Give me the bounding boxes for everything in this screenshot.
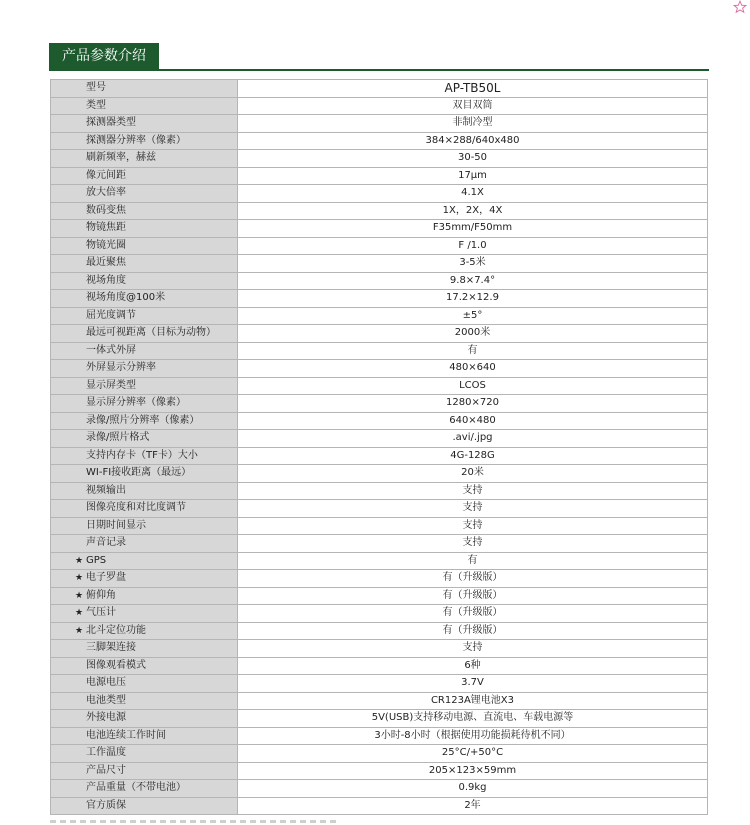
spec-value: 3-5米 <box>238 255 708 273</box>
spec-label <box>51 517 238 535</box>
spec-label-text: 北斗定位功能 <box>86 624 146 636</box>
spec-label-text: WI-FI接收距离（最远） <box>86 467 192 479</box>
spec-row <box>51 132 708 150</box>
spec-value: CR123A锂电池X3 <box>238 692 708 710</box>
spec-row <box>51 465 708 483</box>
spec-value: 支持 <box>238 482 708 500</box>
spec-value: 5V(USB)支持移动电源、直流电、车载电源等 <box>238 710 708 728</box>
spec-row <box>51 342 708 360</box>
spec-label-text: 视频输出 <box>86 484 126 496</box>
spec-row <box>51 675 708 693</box>
spec-value: 480×640 <box>238 360 708 378</box>
spec-value: 640×480 <box>238 412 708 430</box>
spec-value: 9.8×7.4° <box>238 272 708 290</box>
spec-value: 有 <box>238 552 708 570</box>
spec-label-text: 刷新频率，赫兹 <box>86 152 156 164</box>
spec-label <box>51 605 238 623</box>
spec-label-text: 产品尺寸 <box>86 764 126 776</box>
spec-row <box>51 377 708 395</box>
spec-value: 17.2×12.9 <box>238 290 708 308</box>
spec-label <box>51 797 238 815</box>
spec-value: AP-TB50L <box>238 80 708 98</box>
spec-row <box>51 587 708 605</box>
spec-row <box>51 482 708 500</box>
spec-label <box>51 727 238 745</box>
spec-label-text: 官方质保 <box>86 799 126 811</box>
spec-row <box>51 727 708 745</box>
spec-row <box>51 115 708 133</box>
spec-value: 6种 <box>238 657 708 675</box>
spec-value: 20米 <box>238 465 708 483</box>
spec-label-text: 显示屏分辨率（像素） <box>86 397 186 409</box>
spec-value: 25°C/+50°C <box>238 745 708 763</box>
spec-row <box>51 412 708 430</box>
title-divider <box>49 69 709 71</box>
star-mark-icon: ★ <box>75 573 84 583</box>
spec-row <box>51 535 708 553</box>
spec-value: 2000米 <box>238 325 708 343</box>
spec-label <box>51 570 238 588</box>
spec-label-text: 支持内存卡（TF卡）大小 <box>86 449 198 461</box>
spec-label-text: 电池连续工作时间 <box>86 729 166 741</box>
spec-row <box>51 80 708 98</box>
spec-table <box>50 79 708 815</box>
spec-label <box>51 202 238 220</box>
spec-label-text: 数码变焦 <box>86 204 126 216</box>
spec-label-text: 日期时间显示 <box>86 519 146 531</box>
spec-label-text: 外屏显示分辨率 <box>86 362 156 374</box>
spec-row <box>51 255 708 273</box>
spec-row <box>51 307 708 325</box>
spec-value: 3.7V <box>238 675 708 693</box>
spec-row <box>51 395 708 413</box>
spec-label-text: 探测器类型 <box>86 117 136 129</box>
spec-row <box>51 710 708 728</box>
spec-label-text: 电源电压 <box>86 677 126 689</box>
spec-row <box>51 622 708 640</box>
spec-value: 有 <box>238 342 708 360</box>
spec-label <box>51 150 238 168</box>
spec-label <box>51 395 238 413</box>
spec-row <box>51 570 708 588</box>
spec-label <box>51 255 238 273</box>
spec-label <box>51 692 238 710</box>
spec-value: 3小时-8小时（根据使用功能损耗待机不同） <box>238 727 708 745</box>
spec-row <box>51 290 708 308</box>
spec-label <box>51 220 238 238</box>
spec-table-body <box>51 80 708 815</box>
spec-label <box>51 97 238 115</box>
spec-value: 4G-128G <box>238 447 708 465</box>
section-title: 产品参数介绍 <box>49 43 159 70</box>
spec-label-text: 图像亮度和对比度调节 <box>86 502 186 514</box>
spec-label-text: 三脚架连接 <box>86 642 136 654</box>
spec-label-text: 最远可视距离（目标为动物） <box>86 327 216 339</box>
spec-label-text: 视场角度@100米 <box>86 292 166 304</box>
spec-row <box>51 325 708 343</box>
spec-label <box>51 500 238 518</box>
spec-value: ±5° <box>238 307 708 325</box>
spec-label-text: 显示屏类型 <box>86 379 136 391</box>
spec-label <box>51 745 238 763</box>
spec-row <box>51 797 708 815</box>
spec-value: F /1.0 <box>238 237 708 255</box>
spec-row <box>51 150 708 168</box>
spec-value: 2年 <box>238 797 708 815</box>
spec-row <box>51 552 708 570</box>
spec-value: 有（升级版） <box>238 570 708 588</box>
spec-label-text: 电池类型 <box>86 694 126 706</box>
spec-row <box>51 430 708 448</box>
spec-label-text: 探测器分辨率（像素） <box>86 134 186 146</box>
spec-row <box>51 640 708 658</box>
spec-row <box>51 657 708 675</box>
spec-label <box>51 587 238 605</box>
star-mark-icon: ★ <box>75 555 84 566</box>
star-mark-icon: ★ <box>75 625 84 636</box>
spec-label <box>51 640 238 658</box>
spec-label <box>51 115 238 133</box>
spec-value: 384×288/640x480 <box>238 132 708 150</box>
spec-label-text: 录像/照片分辨率（像素） <box>86 414 200 426</box>
spec-value: 非制冷型 <box>238 115 708 133</box>
spec-value: F35mm/F50mm <box>238 220 708 238</box>
spec-row <box>51 97 708 115</box>
spec-label-text: 物镜光圈 <box>86 239 126 251</box>
spec-value: 1280×720 <box>238 395 708 413</box>
star-outline-icon[interactable] <box>733 0 747 14</box>
spec-label <box>51 412 238 430</box>
spec-value: 双目双筒 <box>238 97 708 115</box>
spec-label <box>51 482 238 500</box>
spec-row <box>51 517 708 535</box>
spec-label <box>51 762 238 780</box>
spec-label <box>51 535 238 553</box>
spec-label <box>51 360 238 378</box>
spec-row <box>51 692 708 710</box>
spec-label <box>51 307 238 325</box>
spec-label-text: 最近聚焦 <box>86 257 126 269</box>
spec-row <box>51 447 708 465</box>
spec-label <box>51 622 238 640</box>
spec-value: 支持 <box>238 517 708 535</box>
spec-label-text: 气压计 <box>86 607 116 619</box>
spec-value: 有（升级版） <box>238 587 708 605</box>
spec-value: 0.9kg <box>238 780 708 798</box>
spec-row <box>51 220 708 238</box>
spec-value: 支持 <box>238 535 708 553</box>
spec-label-text: 外接电源 <box>86 712 126 724</box>
spec-value: LCOS <box>238 377 708 395</box>
spec-value: 205×123×59mm <box>238 762 708 780</box>
spec-label <box>51 780 238 798</box>
star-mark-icon: ★ <box>75 608 84 618</box>
spec-label <box>51 80 238 98</box>
spec-value: 支持 <box>238 640 708 658</box>
spec-label <box>51 710 238 728</box>
spec-label <box>51 657 238 675</box>
spec-label-text: 物镜焦距 <box>86 222 126 234</box>
spec-label <box>51 290 238 308</box>
spec-value: 30-50 <box>238 150 708 168</box>
spec-label-text: 视场角度 <box>86 274 126 286</box>
star-mark-icon: ★ <box>75 590 84 601</box>
spec-label-text: 屈光度调节 <box>86 309 136 321</box>
cut-off-text-hint <box>50 820 340 823</box>
spec-label-text: 工作温度 <box>86 747 126 759</box>
spec-label-text: 俯仰角 <box>86 589 116 601</box>
spec-label <box>51 167 238 185</box>
spec-value: 1X，2X，4X <box>238 202 708 220</box>
spec-row <box>51 237 708 255</box>
spec-row <box>51 780 708 798</box>
spec-row <box>51 762 708 780</box>
spec-label <box>51 342 238 360</box>
spec-label <box>51 325 238 343</box>
spec-label <box>51 465 238 483</box>
spec-value: 支持 <box>238 500 708 518</box>
spec-label-text: 图像观看模式 <box>86 659 146 671</box>
spec-label <box>51 552 238 570</box>
spec-row <box>51 167 708 185</box>
spec-label-text: 型号 <box>86 82 106 94</box>
spec-label <box>51 447 238 465</box>
spec-row <box>51 272 708 290</box>
spec-label <box>51 377 238 395</box>
spec-label-text: 声音记录 <box>86 537 126 549</box>
spec-label <box>51 237 238 255</box>
spec-label-text: 放大倍率 <box>86 187 126 199</box>
spec-row <box>51 360 708 378</box>
spec-value: .avi/.jpg <box>238 430 708 448</box>
spec-row <box>51 605 708 623</box>
spec-label-text: GPS <box>86 554 107 566</box>
spec-row <box>51 745 708 763</box>
spec-value: 有（升级版） <box>238 605 708 623</box>
spec-value: 有（升级版） <box>238 622 708 640</box>
spec-row <box>51 185 708 203</box>
spec-label <box>51 272 238 290</box>
spec-label-text: 类型 <box>86 99 106 111</box>
spec-label-text: 录像/照片格式 <box>86 432 150 444</box>
spec-row <box>51 202 708 220</box>
spec-value: 4.1X <box>238 185 708 203</box>
spec-label <box>51 675 238 693</box>
spec-label-text: 一体式外屏 <box>86 344 136 356</box>
spec-label <box>51 132 238 150</box>
spec-value: 17μm <box>238 167 708 185</box>
spec-label <box>51 185 238 203</box>
spec-label-text: 产品重量（不带电池） <box>86 782 186 794</box>
spec-row <box>51 500 708 518</box>
spec-label-text: 像元间距 <box>86 169 126 181</box>
spec-label <box>51 430 238 448</box>
spec-label-text: 电子罗盘 <box>86 572 126 584</box>
